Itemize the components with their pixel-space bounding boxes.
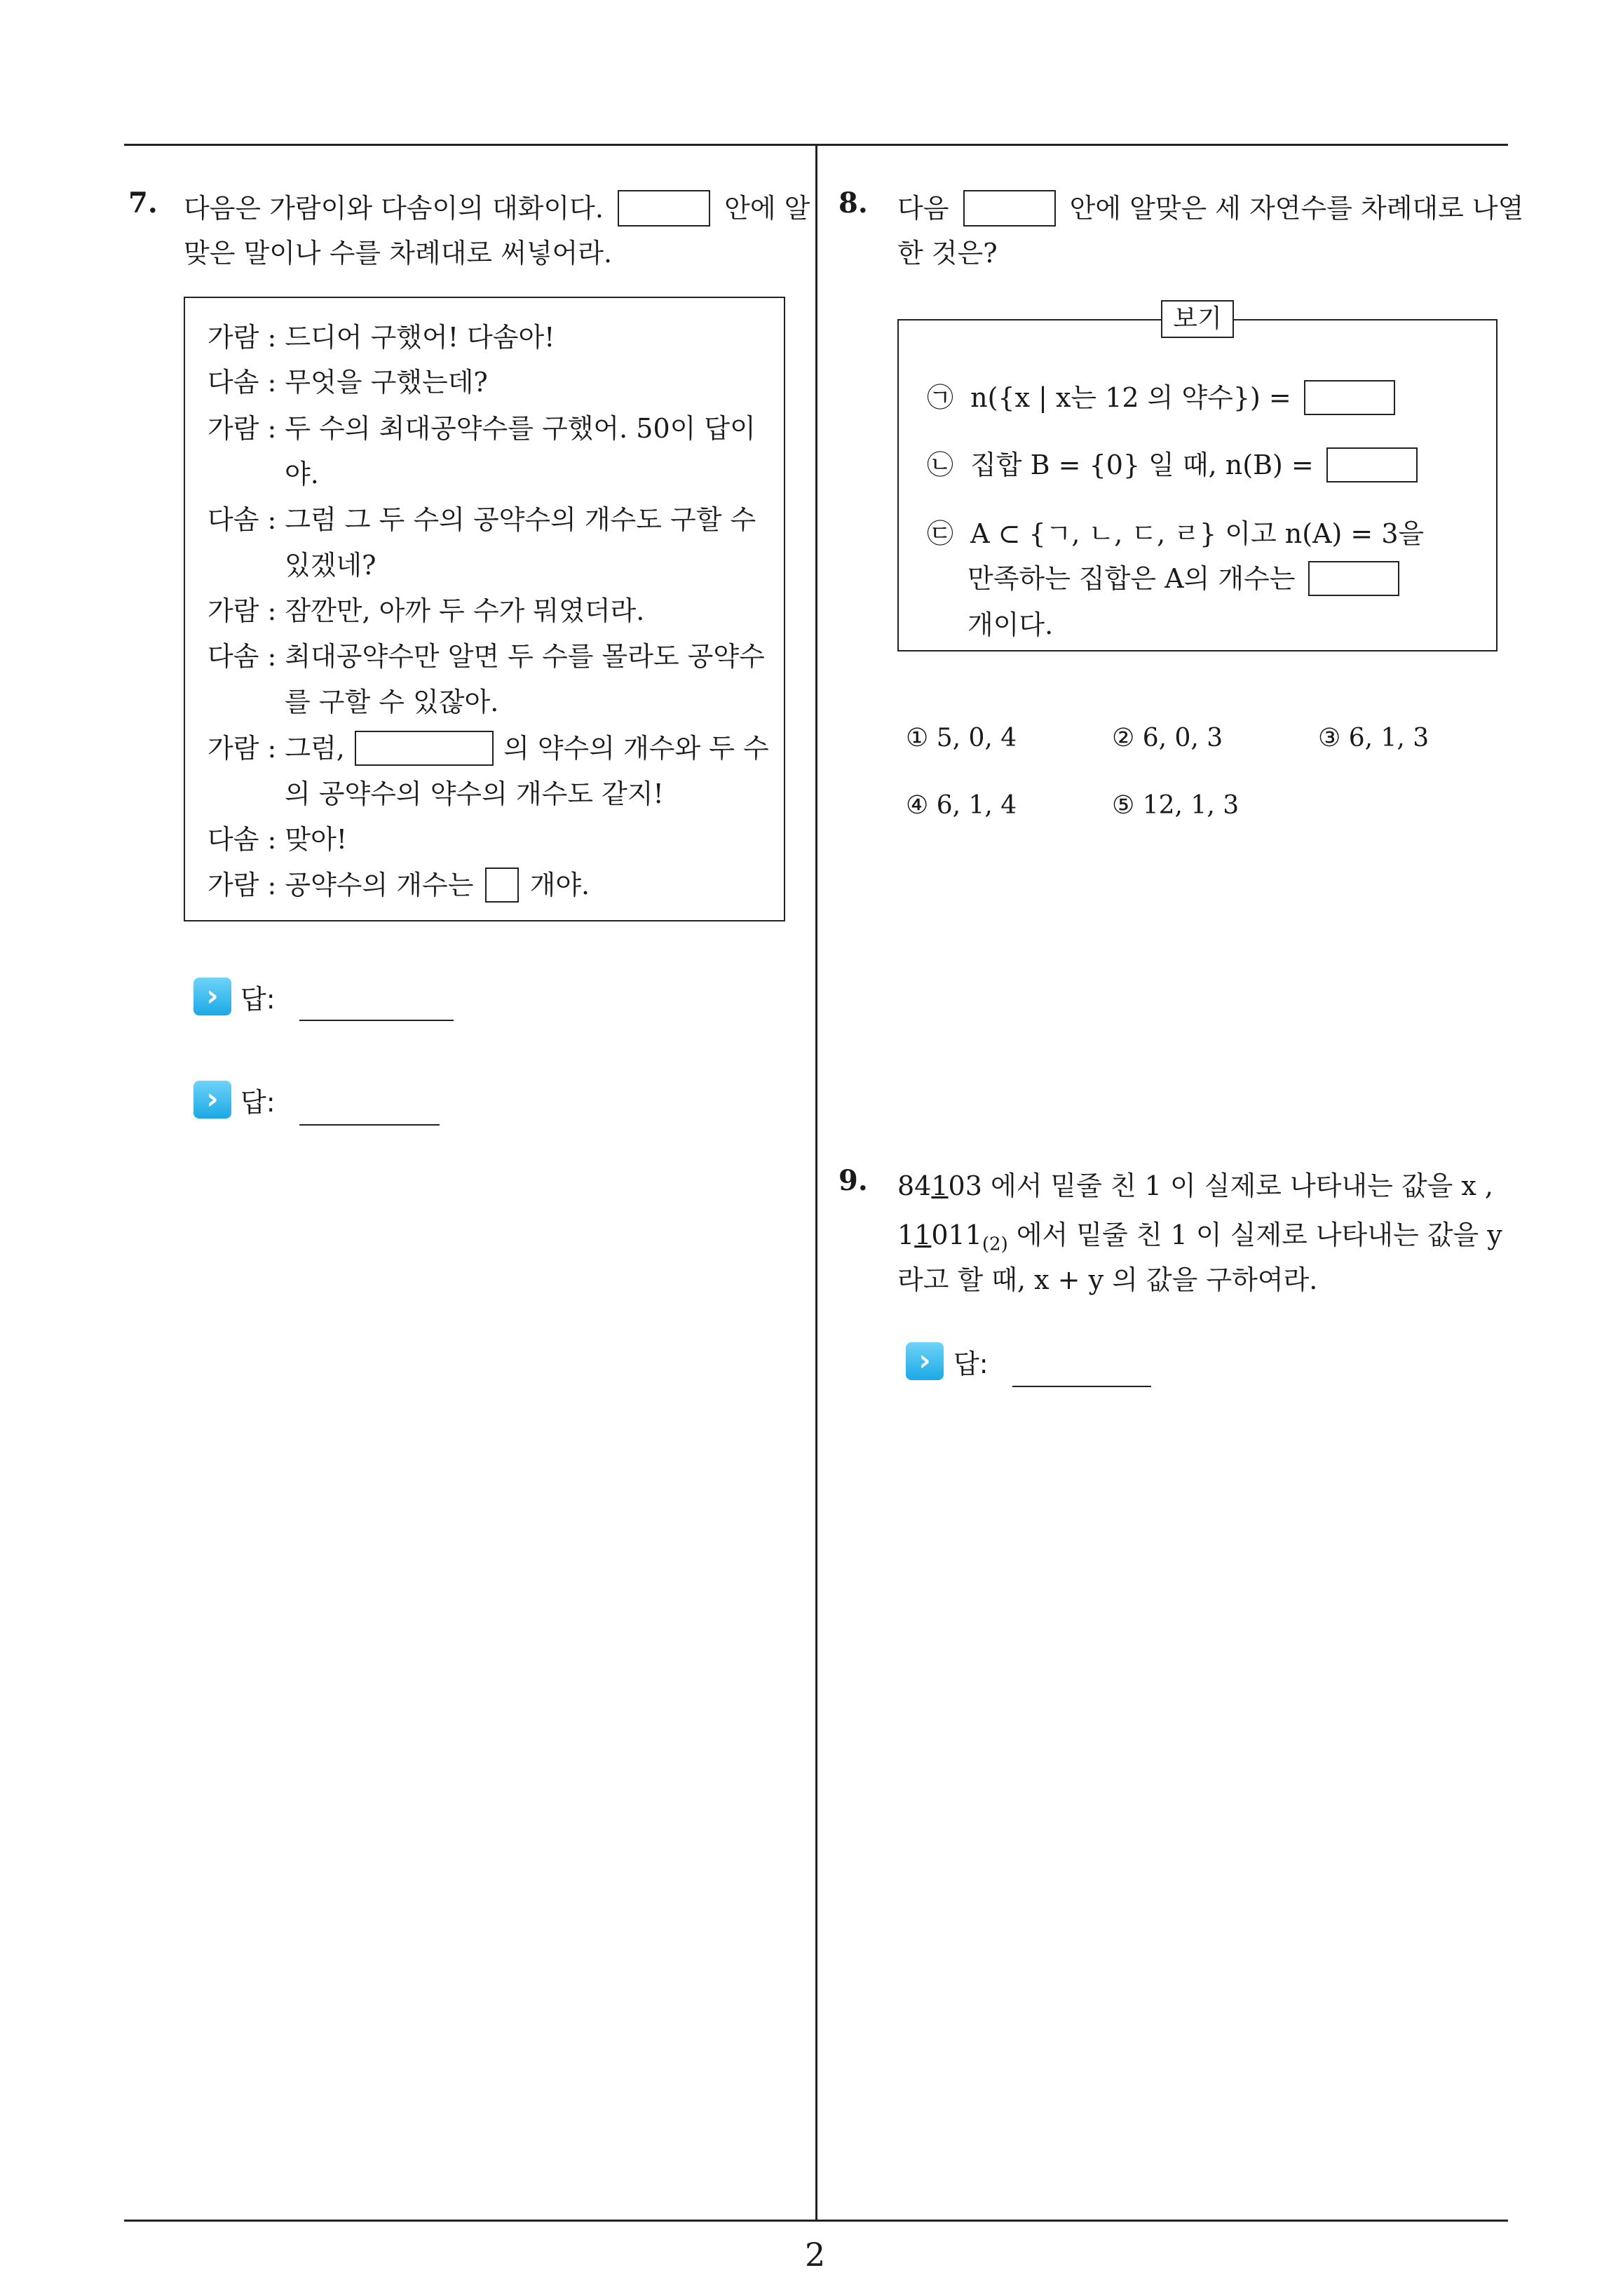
item-a-blank-box (1304, 380, 1395, 415)
item-b-blank-box (1326, 447, 1418, 482)
q9-base-subscript: (2) (982, 1234, 1008, 1255)
dialogue-line: 다솜 : 그럼 그 두 수의 공약수의 개수도 구할 수 (208, 504, 756, 535)
question-8-prompt-line-1 (897, 187, 1523, 229)
answer-label: 답: (240, 1087, 276, 1118)
dialogue-line: 다솜 : 맞아! (208, 824, 348, 855)
dialogue-line: 가람 : 잠깐만, 아까 두 수가 뭐였더라. (208, 595, 645, 626)
q9-underlined-digit: 1 (931, 1170, 949, 1201)
question-7-prompt-line-2: 맞은 말이나 수를 차례대로 써넣어라. (184, 238, 613, 269)
question-7-prompt-line-1 (184, 187, 810, 229)
bogi-item-c-line-2 (967, 557, 1399, 599)
q7-prompt-a: 다음은 가람이와 다솜이의 대화이다. (184, 193, 604, 224)
answer-input-line[interactable] (299, 1020, 454, 1021)
answer-input-line[interactable] (1012, 1386, 1151, 1387)
q8-prompt-a: 다음 (897, 193, 949, 224)
q9-text: 03 에서 밑줄 친 1 이 실제로 나타내는 값을 x , (948, 1170, 1493, 1201)
item-b-text: 집합 B = {0} 일 때, n(B) = (970, 450, 1314, 480)
dialogue-text: 가람 : 공약수의 개수는 (208, 870, 474, 900)
dialogue-line: 다솜 : 무엇을 구했는데? (208, 367, 488, 398)
answer-label: 답: (240, 984, 276, 1015)
q9-underlined-digit: 1 (914, 1220, 932, 1250)
question-9-line-2 (897, 1213, 1502, 1255)
bogi-box (897, 319, 1498, 651)
choice-1[interactable]: ① 5, 0, 4 (906, 724, 1017, 752)
bogi-item-b (927, 443, 1418, 485)
item-c-text: 만족하는 집합은 A의 개수는 (967, 563, 1296, 594)
column-divider (815, 144, 817, 2221)
chevron-right-icon: › (906, 1342, 944, 1380)
q7-prompt-b: 안에 알 (724, 193, 810, 224)
choice-3[interactable]: ③ 6, 1, 3 (1318, 724, 1430, 752)
item-a-marker: ㉠ (927, 382, 954, 413)
question-9-line-1 (897, 1164, 1493, 1203)
answer-input-line[interactable] (299, 1124, 440, 1126)
choice-2[interactable]: ② 6, 0, 3 (1112, 724, 1223, 752)
question-8-number: 8. (838, 187, 868, 220)
question-8-prompt-line-2: 한 것은? (897, 238, 998, 269)
item-c-marker: ㉢ (927, 518, 954, 549)
question-9-line-3: 라고 할 때, x + y 의 값을 구하여라. (897, 1264, 1318, 1295)
dialogue-line: 다솜 : 최대공약수만 알면 두 수를 몰라도 공약수 (208, 641, 765, 672)
bogi-label: 보기 (1161, 300, 1234, 338)
item-b-marker: ㉡ (927, 450, 954, 480)
answer-label: 답: (953, 1349, 989, 1379)
q9-text: 에서 밑줄 친 1 이 실제로 나타내는 값을 y (1007, 1220, 1502, 1250)
dialogue-text: 의 약수의 개수와 두 수 (503, 733, 769, 764)
bogi-item-c-line-3: 개이다. (967, 609, 1054, 640)
dialogue-line: 를 구할 수 있잖아. (285, 687, 499, 717)
dialogue-line: 야. (285, 459, 319, 489)
dialogue-line: 가람 : 드디어 구했어! 다솜아! (208, 322, 555, 353)
q8-blank-box (963, 190, 1056, 227)
dialogue-line: 의 공약수의 약수의 개수도 같지! (285, 778, 664, 809)
item-c-blank-box (1308, 561, 1399, 596)
q8-prompt-b: 안에 알맞은 세 자연수를 차례대로 나열 (1069, 193, 1524, 224)
dialogue-line-with-blank (208, 727, 769, 769)
dialogue-line-with-blank (208, 863, 590, 905)
q9-number-part: 1 (897, 1220, 915, 1250)
q7-blank-box (618, 190, 710, 227)
page-number: 2 (805, 2236, 826, 2274)
item-c-text: A ⊂ {ㄱ, ㄴ, ㄷ, ㄹ} 이고 n(A) = 3을 (970, 518, 1425, 549)
q9-number-part: 84 (897, 1170, 932, 1201)
question-9-number: 9. (838, 1164, 868, 1197)
item-a-text: n({x | x는 12 의 약수}) = (970, 382, 1291, 413)
bogi-item-a (927, 376, 1395, 418)
question-7-number: 7. (128, 187, 158, 220)
chevron-right-icon: › (193, 978, 231, 1015)
chevron-right-icon: › (193, 1081, 231, 1119)
bogi-item-c (927, 512, 1424, 551)
dialogue-small-blank-box (485, 867, 519, 903)
dialogue-text: 가람 : 그럼, (208, 733, 345, 764)
choice-5[interactable]: ⑤ 12, 1, 3 (1112, 791, 1240, 820)
dialogue-line: 가람 : 두 수의 최대공약수를 구했어. 50이 답이 (208, 413, 756, 444)
bottom-rule (124, 2220, 1508, 2222)
choice-4[interactable]: ④ 6, 1, 4 (906, 791, 1017, 820)
q9-number-part: 011 (931, 1220, 982, 1250)
dialogue-text: 개야. (529, 870, 590, 900)
dialogue-line: 있겠네? (285, 550, 376, 581)
dialogue-blank-box (355, 731, 494, 766)
